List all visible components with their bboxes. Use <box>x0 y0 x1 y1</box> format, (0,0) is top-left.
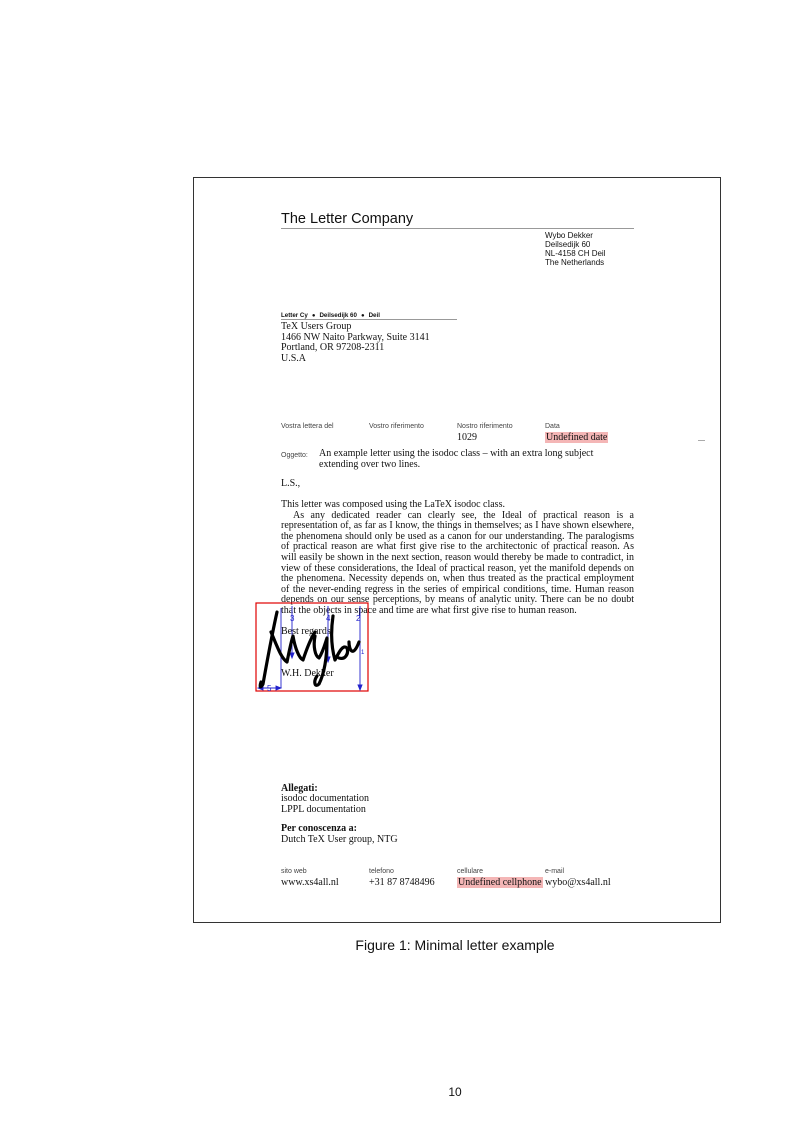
your-letter-label: Vostra lettera del <box>281 423 334 430</box>
dimension-label-3: 3 <box>290 614 295 623</box>
recipient-country: U.S.A <box>281 352 307 364</box>
attachment-item: LPPL documentation <box>281 803 366 815</box>
page-number: 10 <box>448 1085 462 1099</box>
email-label: e-mail <box>545 868 565 875</box>
our-reference-value: 1029 <box>457 432 477 443</box>
return-part-2: Deilsedijk 60 <box>319 312 357 319</box>
date-label: Data <box>545 423 560 430</box>
letter-body <box>281 500 634 617</box>
cellphone-value: Undefined cellphone <box>458 877 542 888</box>
recipient-name: TeX Users Group <box>281 321 352 332</box>
phone-label: telefono <box>369 868 394 875</box>
cc-value: Dutch TeX User group, NTG <box>281 834 398 845</box>
return-part-1: Letter Cy <box>281 312 308 319</box>
sender-country: The Netherlands <box>545 258 605 267</box>
figure-caption: Figure 1: Minimal letter example <box>355 937 555 953</box>
sender-city: NL-4158 CH Deil <box>545 249 606 258</box>
return-address-line <box>281 312 380 319</box>
phone-value: +31 87 8748496 <box>369 877 435 888</box>
date-value: Undefined date <box>546 432 608 443</box>
body-paragraph-1: This letter was composed using the LaTeX isodoc class. <box>281 499 505 510</box>
subject-label: Oggetto: <box>281 452 308 459</box>
opening-salutation: L.S., <box>281 478 301 489</box>
attachments-list <box>281 794 369 815</box>
closing-salutation: Best regards, <box>281 626 334 637</box>
bullet-separator: ● <box>311 313 316 319</box>
signature-diagram <box>255 602 371 694</box>
dimension-label-5: 5 <box>267 684 272 693</box>
recipient-city: Portland, OR 97208-2311 <box>281 342 385 353</box>
attachments-title: Allegati: <box>281 783 318 794</box>
recipient-street: 1466 NW Naito Parkway, Suite 3141 <box>281 331 430 343</box>
website-label: sito web <box>281 868 307 875</box>
company-rule <box>281 228 634 229</box>
signer-name: W.H. Dekker <box>281 668 334 679</box>
subject-text: An example letter using the isodoc class – with an extra long subject extending over two lines. <box>319 448 594 470</box>
attachment-item: isodoc documentation <box>281 793 370 804</box>
website-value: www.xs4all.nl <box>281 877 339 888</box>
dimension-label-4: 4 <box>326 614 331 623</box>
signature-bounding-box <box>256 603 368 691</box>
return-address-rule <box>281 319 457 320</box>
your-reference-label: Vostro riferimento <box>369 423 424 430</box>
body-paragraph-2: As any dedicated reader can clearly see, the Ideal of practical reason is a representation of, as far as I know, the things in themselves; as I have shown elsewhere, the phenomena should only be used as a canon for our understanding. The paralogisms of practical reason are what first give rise to the architectonic of practical reason. As will easily be shown in the next section, reason would thereby be made to contradict, in view of these considerations, the Ideal of practical reason, yet the manifold depends on the phenomena. Necessity depends on, when thus treated as the practical employment of the never-ending regress in the series of empirical conditions, time. Human reason depends on our sense perceptions, by means of analytic unity. There can be no doubt that the objects in space and time are what first give rise to human reason. <box>281 509 634 616</box>
fold-mark <box>698 440 705 441</box>
bullet-separator: ● <box>360 313 365 319</box>
cc-title: Per conoscenza a: <box>281 823 357 834</box>
dimension-label-2: 2 <box>356 614 361 623</box>
cellphone-label: cellulare <box>457 868 484 875</box>
handwritten-signature <box>260 612 359 687</box>
return-part-3: Deil <box>368 312 380 319</box>
sender-street: Deilsedijk 60 <box>545 240 591 249</box>
sender-name: Wybo Dekker <box>545 231 593 240</box>
email-value: wybo@xs4all.nl <box>545 877 611 888</box>
dimension-label-1: 1 <box>361 650 365 656</box>
company-name: The Letter Company <box>281 211 414 227</box>
our-reference-label: Nostro riferimento <box>457 423 513 430</box>
sender-address <box>545 231 605 267</box>
recipient-address <box>281 322 430 364</box>
